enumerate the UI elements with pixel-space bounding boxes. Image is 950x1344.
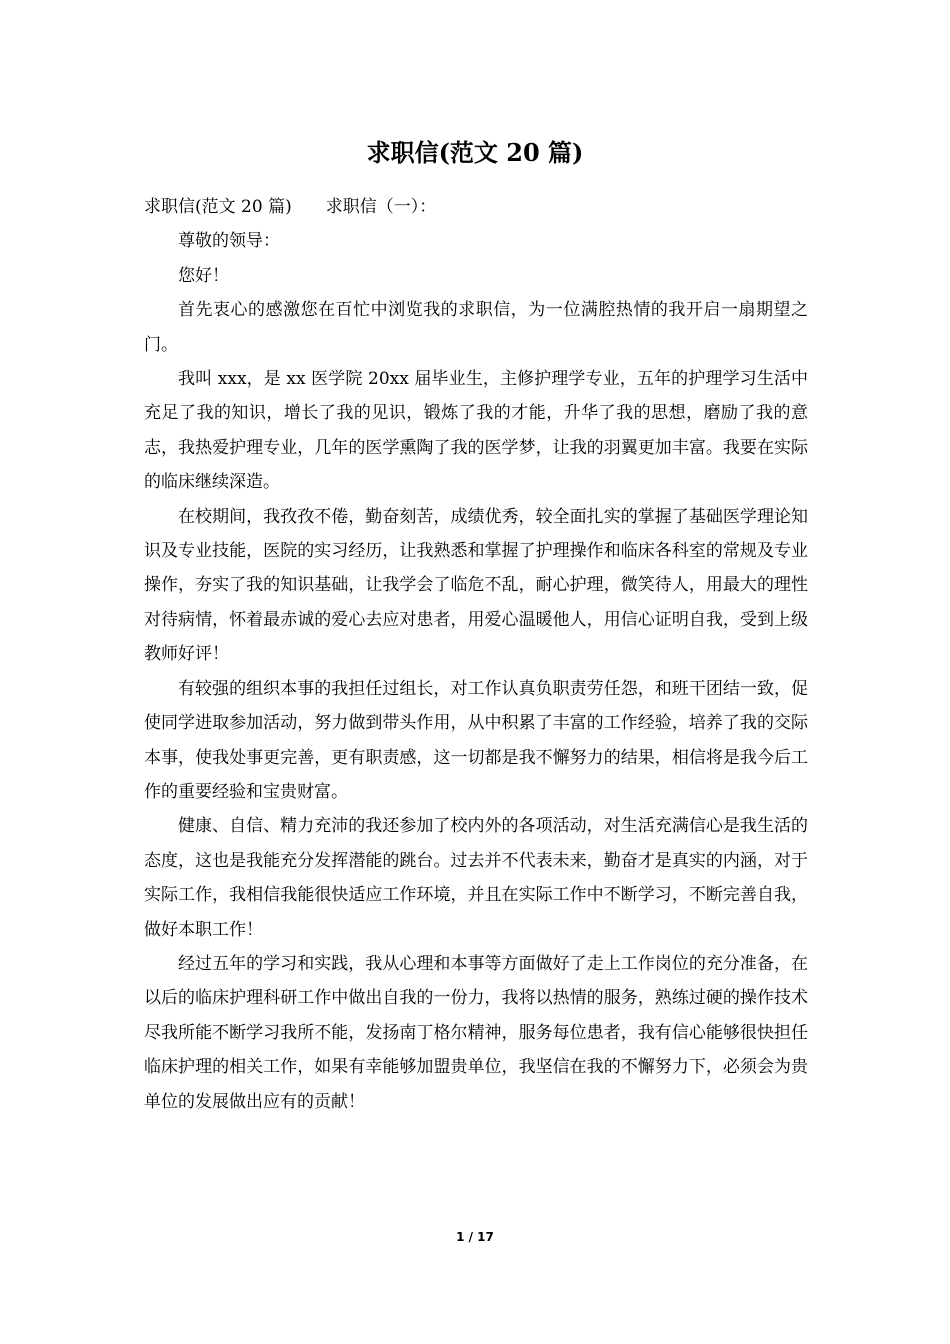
paragraph: 在校期间，我孜孜不倦，勤奋刻苦，成绩优秀，较全面扎实的掌握了基础医学理论知识及专业技能，医院的实习经历，让我熟悉和掌握了护理操作和临床各科室的常规及专业操作，夯实了我的知识基础，让我学会了临危不乱，耐心护理，微笑待人，用最大的理性对待病情，怀着最赤诚的爱心去应对患者，用爱心温暖他人，用信心证明自我，受到上级教师好评！ (144, 506, 808, 665)
intro-line (144, 190, 808, 224)
document-title: 求职信(范文 20 篇) (366, 138, 584, 167)
intro-right-text: 求职信（一）： (325, 197, 437, 217)
paragraph: 健康、自信、精力充沛的我还参加了校内外的各项活动，对生活充满信心是我生活的态度，这也是我能充分发挥潜能的跳台。过去并不代表未来，勤奋才是真实的内涵，对于实际工作，我相信我能很快适应工作环境，并且在实际工作中不断学习，不断完善自我，做好本职工作！ (144, 816, 808, 940)
page-number: 1 / 17 (456, 1230, 494, 1244)
salutation: 尊敬的领导： (178, 231, 280, 252)
paragraph: 首先衷心的感激您在百忙中浏览我的求职信，为一位满腔热情的我开启一扇期望之门。 (144, 300, 808, 355)
greeting: 您好！ (178, 265, 229, 286)
intro-left-text: 求职信(范文 20 篇) (144, 197, 292, 217)
paragraph: 有较强的组织本事的我担任过组长，对工作认真负职责劳任怨，和班干团结一致，促使同学进取参加活动，努力做到带头作用，从中积累了丰富的工作经验，培养了我的交际本事，使我处事更完善，更有职责感，这一切都是我不懈努力的结果，相信将是我今后工作的重要经验和宝贵财富。 (144, 678, 808, 802)
paragraph: 我叫 xxx，是 xx 医学院 20xx 届毕业生，主修护理学专业，五年的护理学习生活中充足了我的知识，增长了我的见识，锻炼了我的才能，升华了我的思想，磨励了我的意志，我热爱护理专业，几年的医学熏陶了我的医学梦，让我的羽翼更加丰富。我要在实际的临床继续深造。 (144, 369, 808, 493)
document-body (144, 190, 808, 1119)
paragraph: 经过五年的学习和实践，我从心理和本事等方面做好了走上工作岗位的充分准备，在以后的临床护理科研工作中做出自我的一份力，我将以热情的服务，熟练过硬的操作技术尽我所能不断学习我所不能，发扬南丁格尔精神，服务每位患者，我有信心能够很快担任临床护理的相关工作，如果有幸能够加盟贵单位，我坚信在我的不懈努力下，必须会为贵单位的发展做出应有的贡献！ (144, 953, 808, 1112)
